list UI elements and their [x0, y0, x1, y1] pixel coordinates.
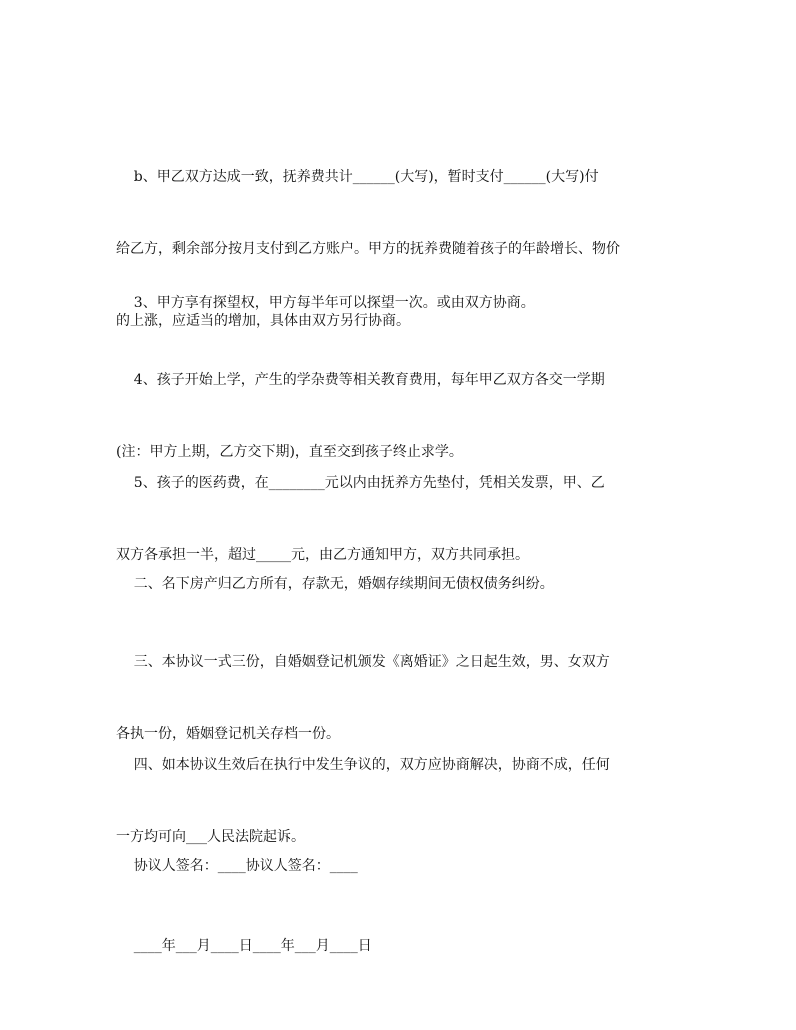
text-line: 5、孩子的医药费，在________元以内由抚养方先垫付，凭相关发票，甲、乙 — [116, 475, 605, 491]
text-line: 各执一份，婚姻登记机关存档一份。 — [116, 726, 340, 742]
text-line: 双方各承担一半，超过_____元，由乙方通知甲方，双方共同承担。 — [116, 547, 529, 563]
text-line: 一方均可向___人民法院起诉。 — [116, 829, 305, 845]
text-line: 二、名下房产归乙方所有，存款无，婚姻存续期间无债权债务纠纷。 — [116, 576, 554, 592]
text-line: 三、本协议一式三份，自婚姻登记机颁发《离婚证》之日起生效，男、女双方 — [116, 654, 610, 670]
text-line: ____年___月____日____年___月____日 — [116, 938, 372, 954]
text-line: 4、孩子开始上学，产生的学杂费等相关教育费用，每年甲乙双方各交一学期 — [116, 372, 605, 388]
text-line: 四、如本协议生效后在执行中发生争议的，双方应协商解决，协商不成，任何 — [116, 757, 610, 773]
text-line: 给乙方，剩余部分按月支付到乙方账户。甲方的抚养费随着孩子的年龄增长、物价 — [116, 241, 620, 257]
text-line: 3、甲方享有探望权，甲方每半年可以探望一次。或由双方协商。 — [116, 295, 535, 311]
text-line: b、甲乙双方达成一致，抚养费共计______(大写)，暂时支付______(大写)付 — [116, 169, 599, 185]
date-line — [116, 886, 676, 1006]
text-line: (注：甲方上期，乙方交下期)，直至交到孩子终止求学。 — [116, 444, 463, 460]
text-line: 协议人签名：____协议人签名：____ — [116, 858, 358, 874]
text-line: 的上涨，应适当的增加，具体由双方另行协商。 — [116, 313, 410, 329]
